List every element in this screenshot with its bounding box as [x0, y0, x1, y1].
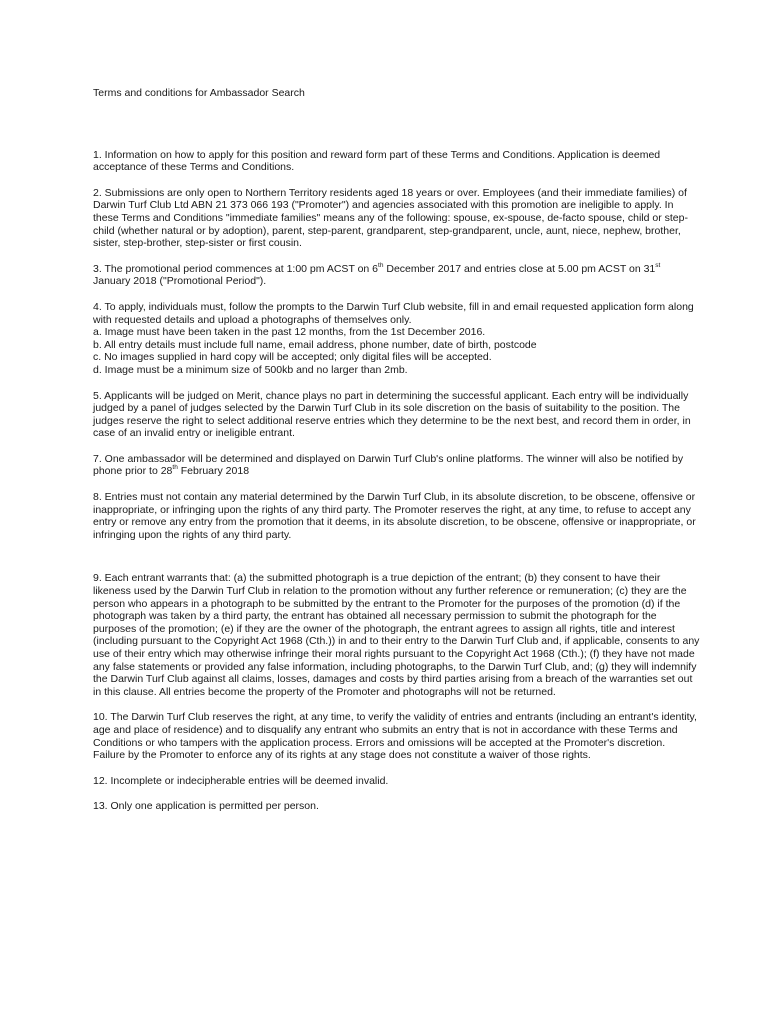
clause-8: 8. Entries must not contain any material determined by the Darwin Turf Club, in its absolute discretion, to be obscene, offensive or inappropriate, or infringing upon the rights of any third party. The Promoter reserves the right, at any time, to refuse to accept any entry or remove any entry from the promotion that it deems, in its absolute discretion, to be obscene, offensive or inappropriate, or infringing upon the rights of any third party.: [93, 491, 696, 541]
clause-3-text-a: 3. The promotional period commences at 1:00 pm ACST on 6: [93, 262, 379, 275]
clause-9: 9. Each entrant warrants that: (a) the submitted photograph is a true depiction of the entrant; (b) they consent to have their likeness used by the Darwin Turf Club in relation to the promotion without any further reference or remuneration; (c) they are the person who appears in a photograph to be submitted by the entrant to the Promoter for the purposes of the promotion (d) if the photograph was taken by a third party, the entrant has obtained all necessary permission to submit the photograph for the purposes of the promotion; (e) if they are the owner of the photograph, the entrant agrees to assign all rights, title and interest (including pursuant to the Copyright Act 1968 (Cth.)) in and to their entry to the Darwin Turf Club and, if applicable, consents to any use of their entry which may otherwise infringe their moral rights pursuant to the Copyright Act 1968 (Cth.); (f) they have not made any false statements or provided any false information, including photographs, to the Darwin Turf Club, and; (g) they will indemnify the Darwin Turf Club against all claims, losses, damages and costs by third parties arising from a breach of the warranties set out in this clause. All entries become the property of the Promoter and photographs will not be returned.: [93, 572, 700, 698]
clause-13: 13. Only one application is permitted per person.: [93, 800, 319, 813]
clause-3-ordinal-b: st: [655, 261, 661, 269]
clause-4-item-d: d. Image must be a minimum size of 500kb and no larger than 2mb.: [93, 363, 408, 376]
clause-7-text-b: February 2018: [177, 465, 250, 478]
clause-3: [93, 263, 700, 288]
clause-4-item-a: a. Image must have been taken in the past 12 months, from the 1st December 2016.: [93, 326, 486, 339]
clause-4-item-c: c. No images supplied in hard copy will be accepted; only digital files will be accepted.: [93, 351, 492, 364]
clause-1: 1. Information on how to apply for this position and reward form part of these Terms and Conditions. Application is deemed acceptance of these Terms and Conditions.: [93, 148, 661, 174]
clause-4-item-b: b. All entry details must include full name, email address, phone number, date of birth, postcode: [93, 338, 537, 351]
clause-3-text-b: December 2017 and entries close at 5.00 pm ACST on 31: [383, 262, 656, 275]
clause-7: [93, 453, 700, 478]
clause-10: 10. The Darwin Turf Club reserves the right, at any time, to verify the validity of entries and entrants (including an entrant's identity, age and place of residence) and to disqualify any entrant who submits an entry that is not in accordance with these Terms and Conditions or who tampers with the application process. Errors and omissions will be accepted at the Promoter's discretion. Failure by the Promoter to enforce any of its rights at any stage does not constitute a waiver of those rights.: [93, 711, 697, 762]
clause-5: 5. Applicants will be judged on Merit, chance plays no part in determining the successful applicant. Each entry will be individually judged by a panel of judges selected by the Darwin Turf Club in its sole discretion on the basis of suitability to the position. The judges reserve the right to select additional reserve entries which they determine to be the next best, and record them in order, in case of an invalid entry or ineligible entrant.: [93, 389, 691, 440]
clause-7-text-a: 7. One ambassador will be determined and displayed on Darwin Turf Club's online platforms. The winner will also be notified by phone prior to 28: [93, 452, 684, 478]
clause-4: [93, 301, 700, 377]
clause-12: 12. Incomplete or indecipherable entries will be deemed invalid.: [93, 774, 389, 787]
clause-3-ordinal-a: th: [378, 261, 384, 269]
clause-7-ordinal: th: [172, 464, 178, 472]
clause-2: 2. Submissions are only open to Northern Territory residents aged 18 years or over. Employees (and their immediate families) of Darwin Turf Club Ltd ABN 21 373 066 193 ("Promoter") and agencies associated with this promotion are ineligible to apply. In these Terms and Conditions "immediate families" means any of the following: spouse, ex-spouse, de-facto spouse, child or step-child (whether natural or by adoption), parent, step-parent, grandparent, step-grandparent, uncle, aunt, niece, nephew, brother, sister, step-brother, step-sister or first cousin.: [93, 186, 688, 250]
clause-3-text-c: January 2018 ("Promotional Period").: [93, 275, 267, 288]
clause-4-intro: 4. To apply, individuals must, follow the prompts to the Darwin Turf Club website, fill in and email requested application form along with requested details and upload a photographs of themselves only.: [93, 300, 694, 326]
document-title: Terms and conditions for Ambassador Search: [93, 87, 305, 99]
